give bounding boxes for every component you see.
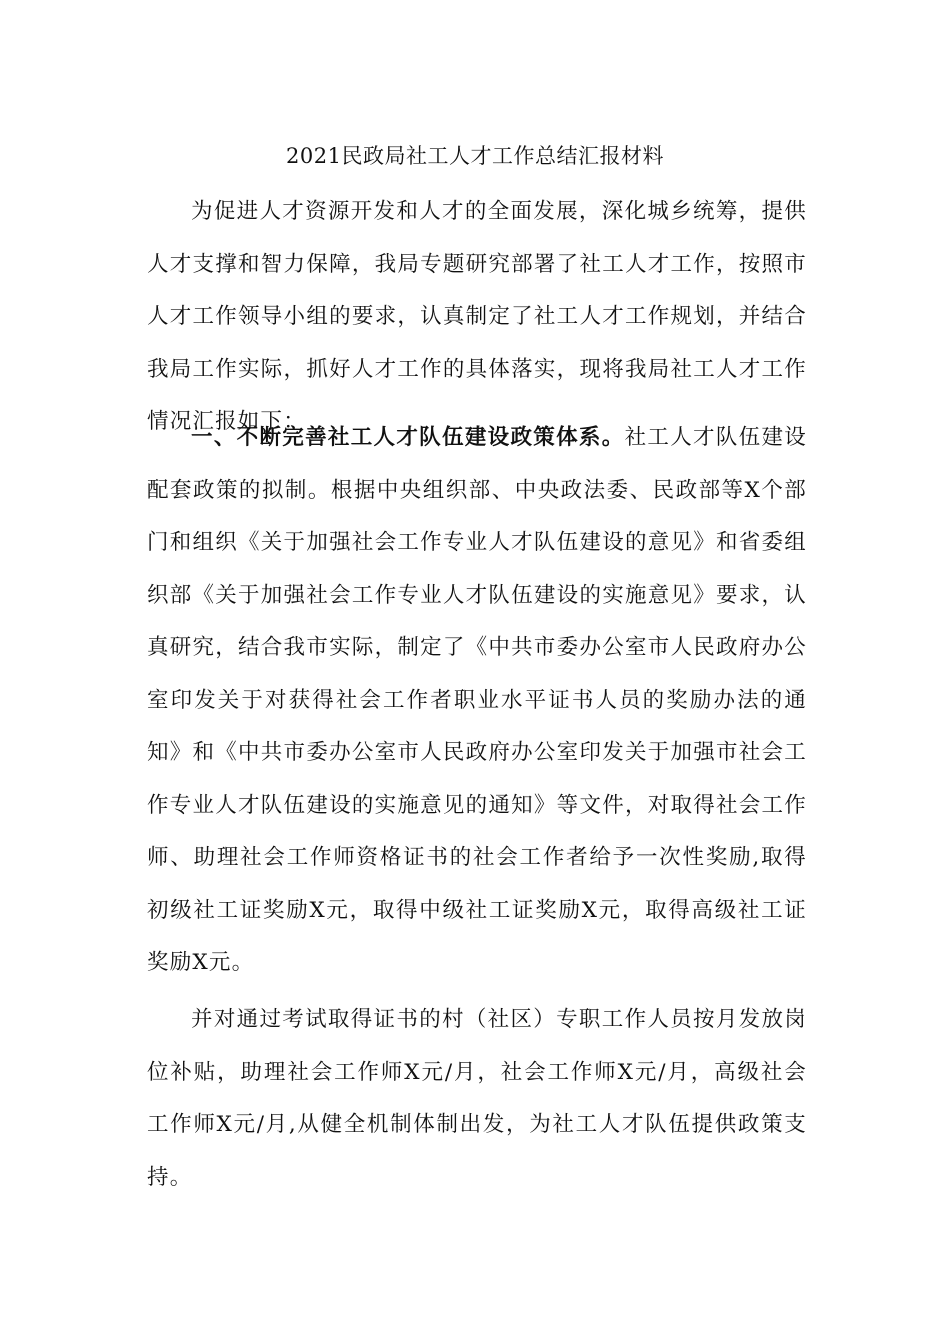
paragraph-intro bbox=[147, 186, 807, 449]
paragraph-section-one-text: 社工人才队伍建设配套政策的拟制。根据中央组织部、中央政法委、民政部等X个部门和组织《关于加强社会工作专业人才队伍建设的意见》和省委组织部《关于加强社会工作专业人才队伍建设的实施意见》要求，认真研究，结合我市实际，制定了《中共市委办公室市人民政府办公室印发关于对获得社会工作者职业水平证书人员的奖励办法的通知》和《中共市委办公室市人民政府办公室印发关于加强市社会工作专业人才队伍建设的实施意见的通知》等文件，对取得社会工作师、助理社会工作师资格证书的社会工作者给予一次性奖励,取得初级社工证奖励X元，取得中级社工证奖励X元，取得高级社工证奖励X元。 bbox=[147, 425, 807, 975]
document-title: 2021民政局社工人才工作总结汇报材料 bbox=[286, 144, 664, 168]
section-heading: 一、不断完善社工人才队伍建设政策体系。 bbox=[191, 425, 625, 450]
paragraph-section-one bbox=[147, 412, 807, 990]
paragraph-intro-text: 为促进人才资源开发和人才的全面发展，深化城乡统筹，提供人才支撑和智力保障，我局专题研究部署了社工人才工作，按照市人才工作领导小组的要求，认真制定了社工人才工作规划，并结合我局工作实际，抓好人才工作的具体落实，现将我局社工人才工作情况汇报如下： bbox=[147, 199, 807, 434]
paragraph-subsidy bbox=[147, 994, 807, 1204]
paragraph-subsidy-text: 并对通过考试取得证书的村（社区）专职工作人员按月发放岗位补贴，助理社会工作师X元/月，社会工作师X元/月，高级社会工作师X元/月,从健全机制体制出发，为社工人才队伍提供政策支持。 bbox=[147, 1007, 807, 1190]
